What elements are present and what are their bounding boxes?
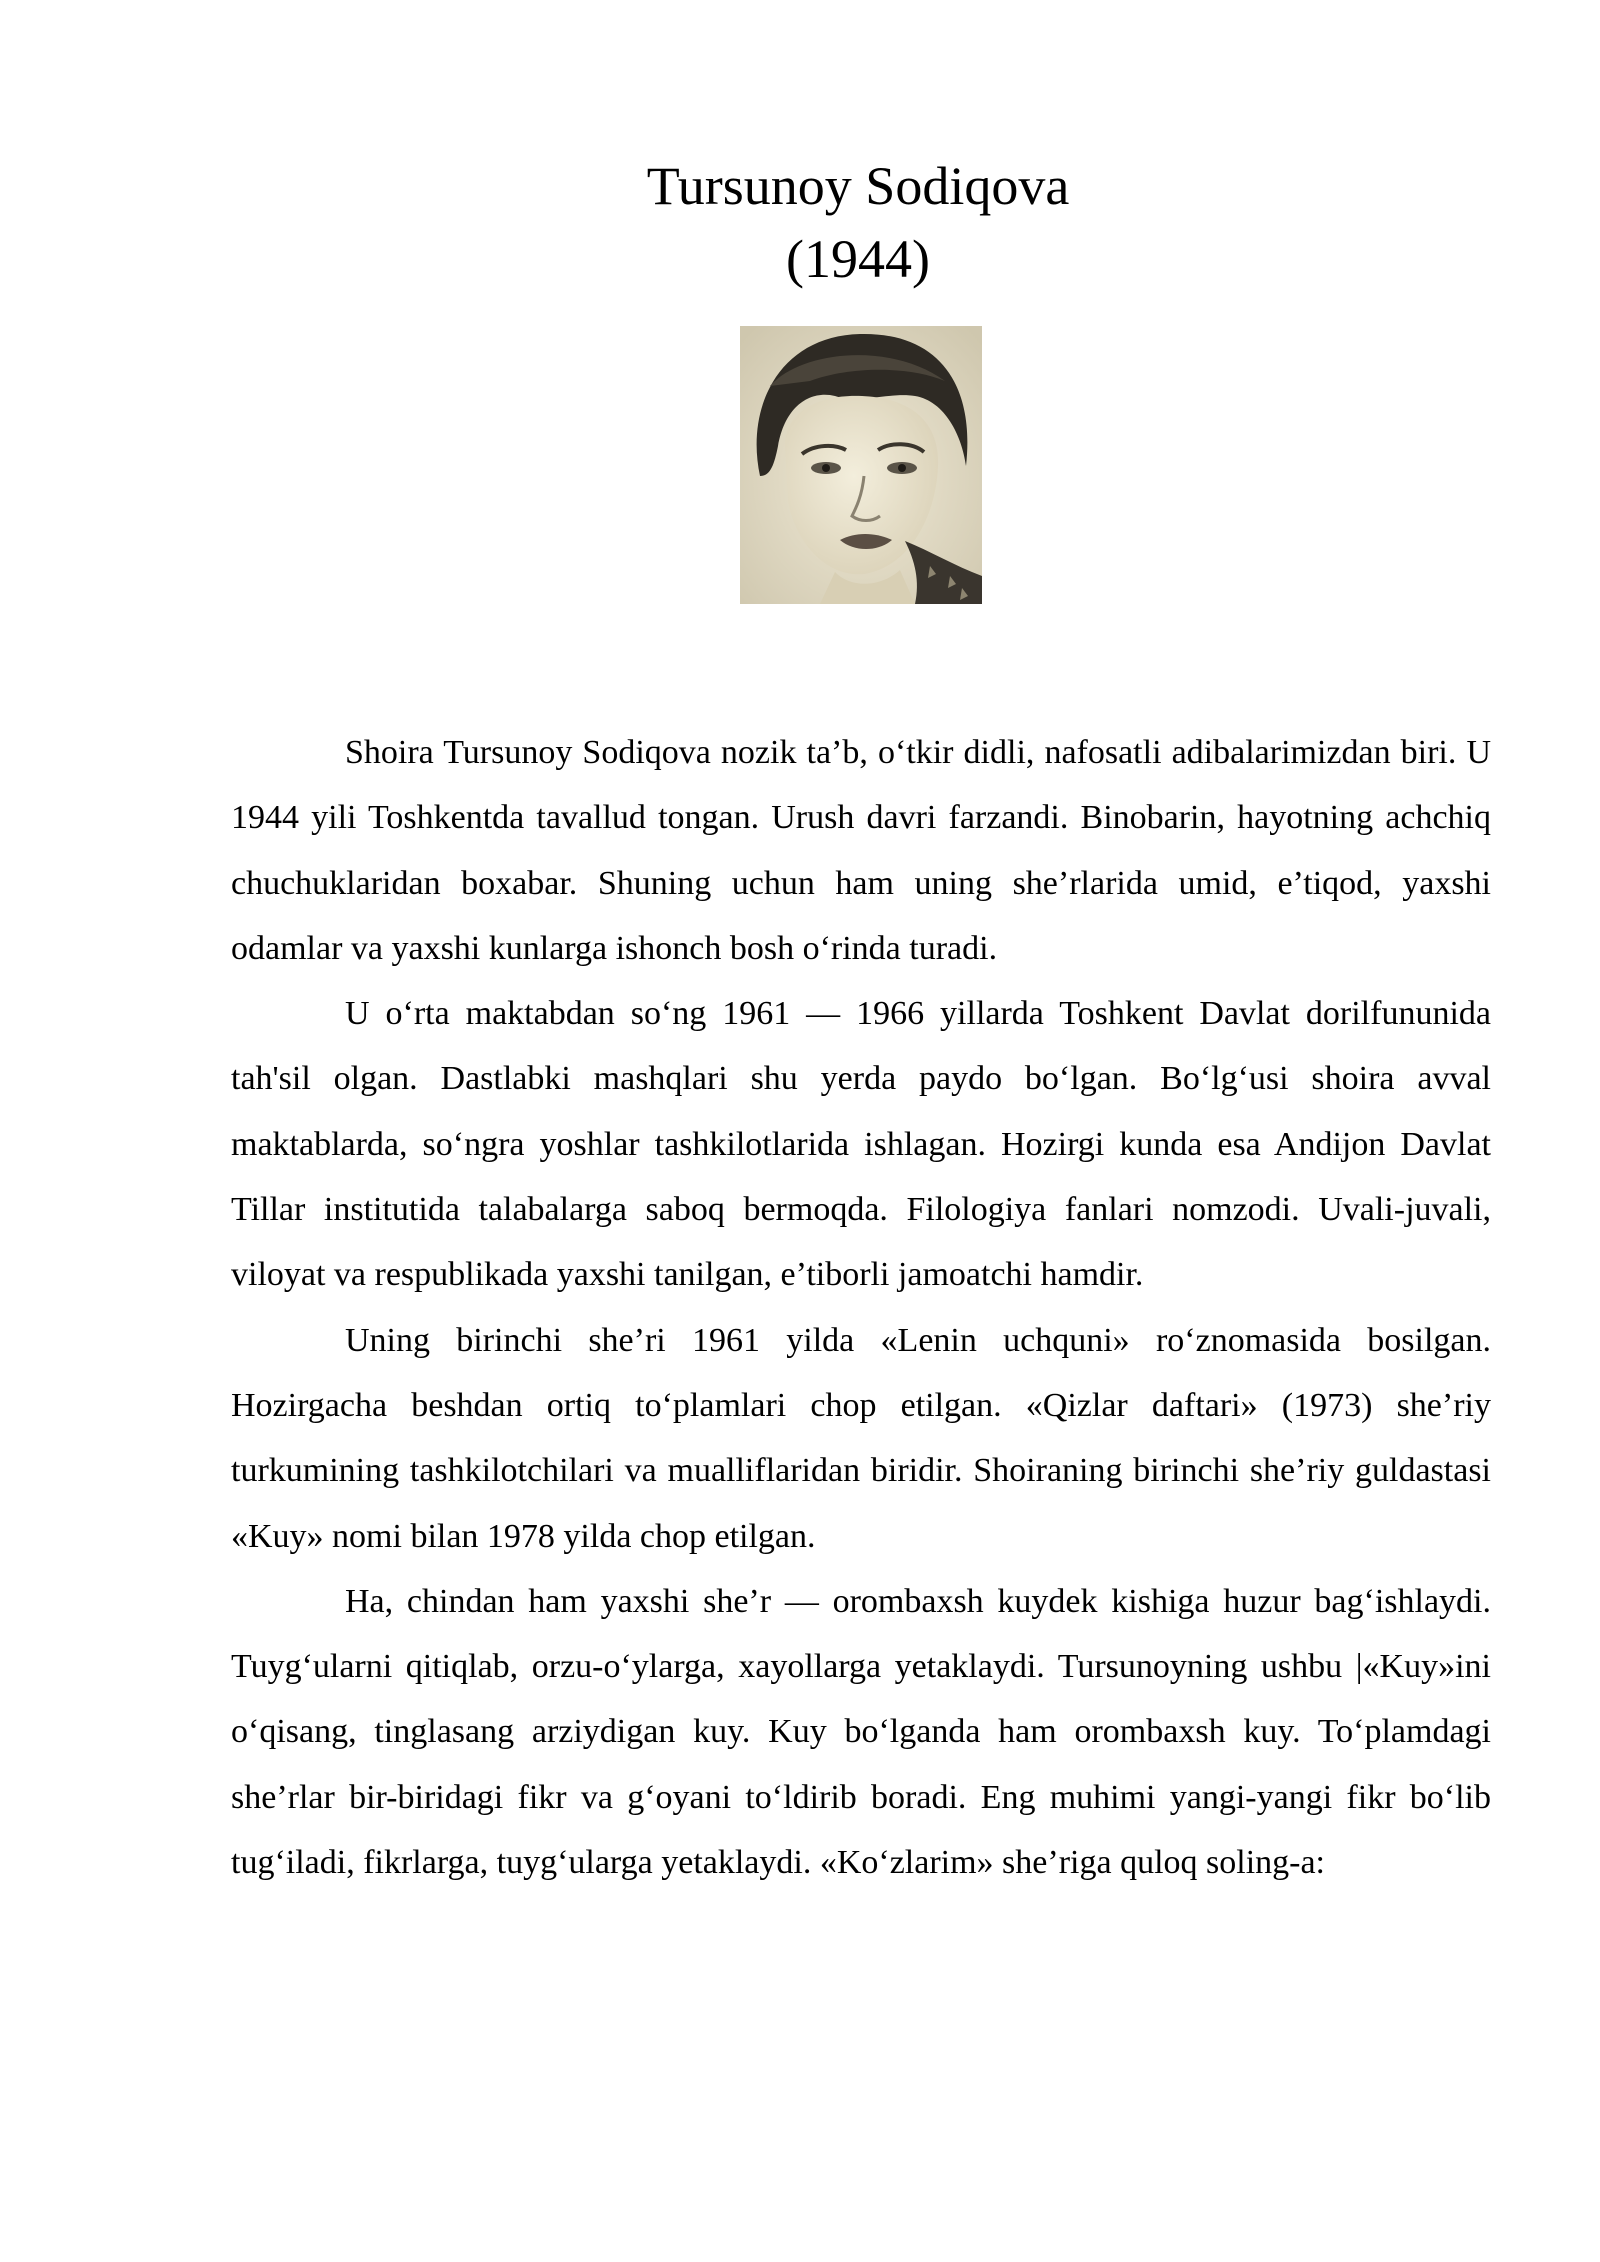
paragraph-4: Ha, chindan ham yaxshi she’r — orombaxsh kuydek kishiga huzur bag‘ishlaydi. Tuyg‘ularni qitiqlab, orzu-o‘ylarga, xayollarga yetaklaydi. Tursunoyning ushbu |«Kuy»ini o‘qisang, tinglasang arziydigan kuy. Kuy bo‘lganda ham orombaxsh kuy. To‘plamdagi she’rlar bir-biridagi fikr va g‘oyani to‘ldirib boradi. Eng muhimi yangi-yangi fikr bo‘lib tug‘iladi, fikrlarga, tuyg‘ularga yetaklaydi. «Ko‘zlarim» she’riga quloq soling-a: bbox=[231, 1582, 1491, 1882]
author-name: Tursunoy Sodiqova bbox=[646, 156, 1070, 216]
paragraph-3: Uning birinchi she’ri 1961 yilda «Lenin uchquni» ro‘znomasida bosilgan. Hozirgacha beshdan ortiq to‘plamlari chop etilgan. «Qizlar daftari» (1973) she’riy turkumining tashkilotchilari va mualliflaridan biridir. Shoiraning birinchi she’riy guldastasi «Kuy» nomi bilan 1978 yilda chop etilgan. bbox=[231, 1321, 1491, 1555]
title-block bbox=[0, 150, 1600, 296]
article-body bbox=[231, 720, 1491, 1895]
author-birth-year: (1944) bbox=[786, 229, 930, 289]
portrait-photo-icon bbox=[740, 326, 982, 604]
paragraph-2: U o‘rta maktabdan so‘ng 1961 — 1966 yillarda Toshkent Davlat dorilfununida tah'sil olgan. Dastlabki mashqlari shu yerda paydo bo‘lgan. Bo‘lg‘usi shoira avval maktablarda, so‘ngra yoshlar tashkilotlarida ishlagan. Hozirgi kunda esa Andijon Davlat Tillar institutida talabalarga saboq bermoqda. Filologiya fanlari nomzodi. Uvali-juvali, viloyat va respublikada yaxshi tanilgan, e’tiborli jamoatchi hamdir. bbox=[231, 995, 1491, 1294]
paragraph-1: Shoira Tursunoy Sodiqova nozik ta’b, o‘tkir didli, nafosatli adibalarimizdan biri. U 1944 yili Toshkentda tavallud tongan. Urush davri farzandi. Binobarin, hayotning achchiq chuchuklaridan boxabar. Shuning uchun ham uning she’rlarida umid, e’tiqod, yaxshi odamlar va yaxshi kunlarga ishonch bosh o‘rinda turadi. bbox=[231, 734, 1491, 967]
